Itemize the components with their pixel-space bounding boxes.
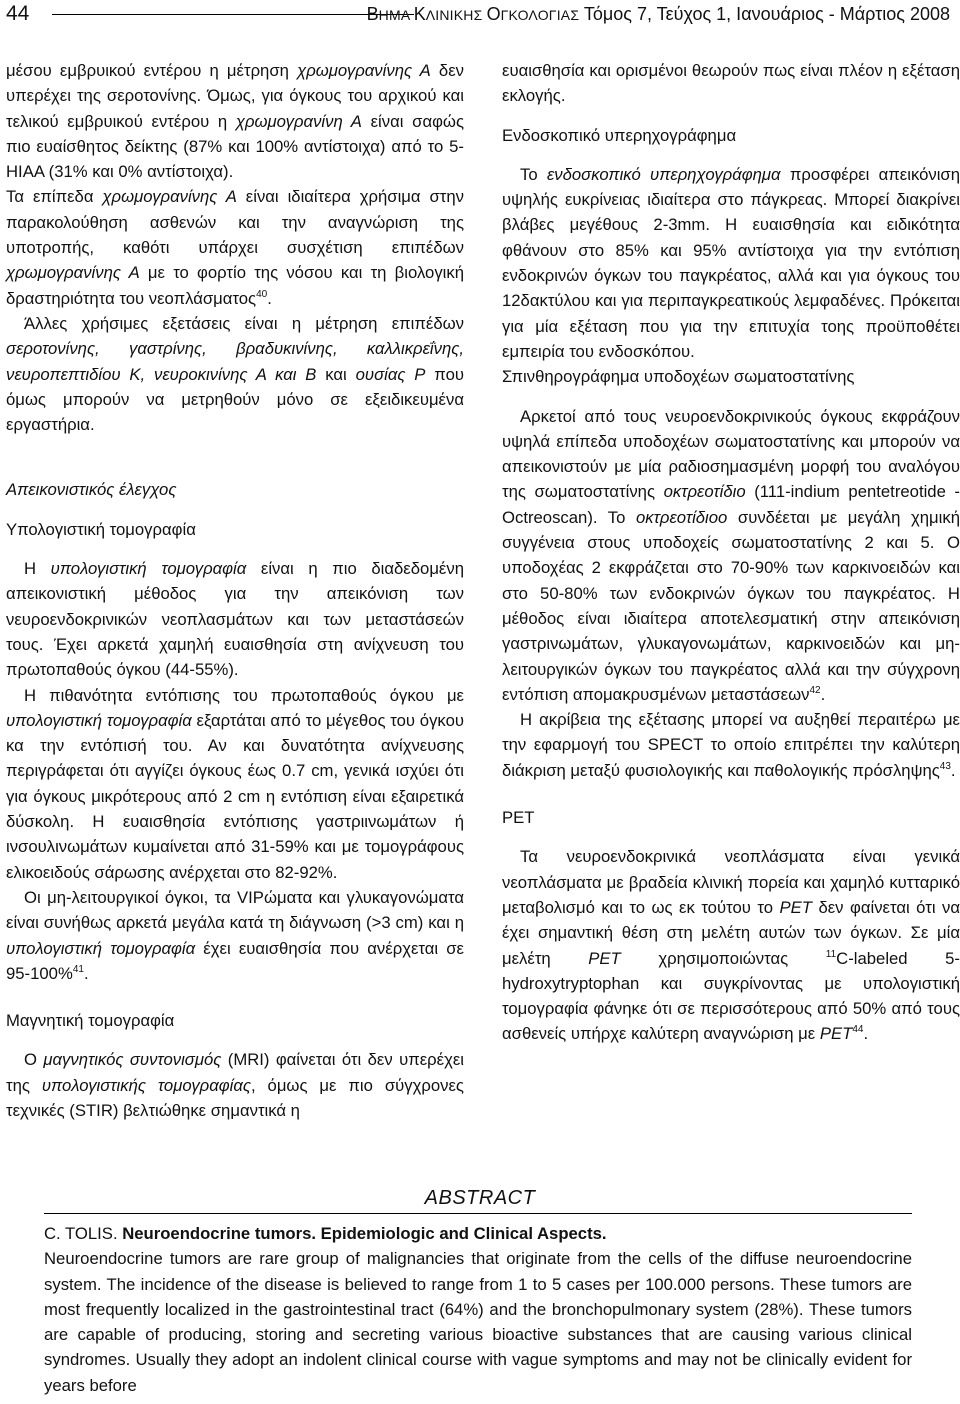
- subsection-heading-pet: PET: [502, 808, 535, 828]
- paragraph: Οι μη-λειτουργικοί όγκοι, τα VIPώματα και γλυκαγονώματα είναι συνήθως αρκετά μεγάλα κατά τη διάγνωση (>3 cm) και η υπολογιστική τομογραφία έχει ευαισθησία που ανέρχεται σε 95-100%$^{41}$.: [6, 887, 465, 983]
- paragraph: ευαισθησία και ορισμένοι θεωρούν πως είναι πλέον η εξέταση εκλογής.: [502, 61, 960, 106]
- subsection-heading-srs: Σπινθηρογράφημα υποδοχέων σωματοστατίνης: [502, 367, 855, 387]
- paragraph: Το ενδοσκοπικό υπερηχογράφημα προσφέρει απεικόνιση υψηλής ευκρίνειας ιδιαίτερα στο πάγκρεας. Μπορεί διακρίνει βλάβες μεγέθους 2-3mm. Η ευαισθησία και ειδικότητα φθάνουν στο 85% και 95% αντίστοιχα για την εντόπιση ενδοκρινών όγκων του παγκρέατος, αλλά και για όγκους του 12δακτύλου και για περιπαγκρεατικούς λεμφαδένες. Πρόκειται για μία εξέταση που για την επιτυχία τοης προϋποθέτει εμπειρία του ενδοσκόπου.: [502, 164, 960, 361]
- paragraph: Άλλες χρήσιμες εξετάσεις είναι η μέτρηση επιπέδων σεροτονίνης, γαστρίνης, βραδυκινίνης, καλλικρεΐνης, νευροπεπτιδίου Κ, νευροκινίνης Α και Β και ουσίας Ρ που όμως μπορούν να μετρηθούν μόνο σε εξειδικευμένα εργαστήρια.: [6, 313, 464, 435]
- subsection-heading-ct: Υπολογιστική τομογραφία: [6, 519, 196, 539]
- subsection-heading-eus: Ενδοσκοπικό υπερηχογράφημα: [502, 125, 737, 145]
- paragraph: Η ακρίβεια της εξέτασης μπορεί να αυξηθεί περαιτέρω με την εφαρμογή του SPECT το οποίο επιτρέπει την καλύτερη διάκριση μεταξύ φυσιολογικής και παθολογικής πρόσληψης$^{43}$.: [502, 710, 960, 780]
- left-column: [6, 58, 464, 1123]
- abstract-rule: [44, 1213, 912, 1214]
- paragraph: μέσου εμβρυικού εντέρου η μέτρηση χρωμογρανίνης Α δεν υπερέχει της σεροτονίνης. Όμως, για όγκους του αρχικού και τελικού εμβρυικού εντέρου η χρωμογρανίνη Α είναι σαφώς πιο ευαίσθητος δείκτης (87% και 100% αντίστοιχα) από το 5-HIAA (31% και 0% αντίστοιχα).: [6, 61, 464, 182]
- page-header: [0, 0, 960, 40]
- paragraph: Τα νευροενδοκρινικά νεοπλάσματα είναι γενικά νεοπλάσματα με βραδεία κλινική πορεία και χαμηλό κυτταρικό μεταβολισμό και το ως εκ τούτου το PET δεν φαίνεται ότι να έχει σημαντική θέση στη μελέτη αυτών των όγκων. Σε μία μελέτη PET χρησιμοποιώντας $^{11}$C-labeled 5-hydroxytryptophan και συγκρίνοντας με υπολογιστική τομογραφία φάνηκε ότι σε περισσότερους από 50% από τους ασθενείς υπήρχε καλύτερη αναγνώριση με PET$^{44}$.: [502, 847, 960, 1044]
- paragraph: Ο μαγνητικός συντονισμός (MRI) φαίνεται ότι δεν υπερέχει της υπολογιστικής τομογραφίας, όμως με πιο σύγχρονες τεχνικές (STIR) βελτιώθηκε σημαντικά η: [6, 1050, 464, 1120]
- paragraph: Η υπολογιστική τομογραφία είναι η πιο διαδεδομένη απεικονιστική μέθοδος για την απεικόνιση των νευροενδοκρινικών νεοπλασμάτων και των μεταστάσεών τους. Έχει αρκετά χαμηλή ευαισθησία στη ανίχνευση του πρωτοπαθούς όγκου (44-55%).: [6, 559, 464, 680]
- right-column: [502, 58, 960, 1047]
- page-number: 44: [6, 2, 30, 25]
- section-heading-imaging: Απεικονιστικός έλεγχος: [6, 480, 177, 500]
- subsection-heading-mri: Μαγνητική τομογραφία: [6, 1011, 175, 1031]
- abstract-text: Neuroendocrine tumors are rare group of malignancies that originate from the cells of the diffuse neuroendocrine system. The incidence of the disease is believed to range from 1 to 5 cases per 100.000 persons. These tumors are most frequently localized in the gastrointestinal tract (64%) and the bronchopulmonary system (28%). These tumors are capable of producing, storing and secreting various bioactive substances that are causing various clinical syndromes. Usually they adopt an indolent clinical course with vague symptoms and may not be clinically evident for years before: [44, 1249, 912, 1395]
- paragraph: Η πιθανότητα εντόπισης του πρωτοπαθούς όγκου με υπολογιστική τομογραφία εξαρτάται από το μέγεθος του όγκου κα την εντόπισή του. Αν και δυνατότητα ανίχνευσης περιγράφεται ότι αγγίζει όγκους έως 0.7 cm, γενικά ισχύει ότι για όγκους μικρότερους από 2 cm η εντόπιση είναι εξαιρετικά δύσκολη. Η ευαισθησία εντόπισης γαστριινωμάτων ή ινσουλινωμάτων κυμαίνεται από 31-59% και με τομογράφους ελικοειδούς σάρωσης ανέρχεται στο 82-92%.: [6, 685, 464, 882]
- abstract-citation: C. TOLIS. Neuroendocrine tumors. Epidemiologic and Clinical Aspects.: [44, 1224, 607, 1243]
- journal-running-title: ΒΗΜΑ ΚΛΙΝΙΚΗΣ ΟΓΚΟΛΟΓΙΑΣ Τόμος 7, Τεύχος 1, Ιανουάριος - Μάρτιος 2008: [366, 4, 950, 24]
- header-rule: [52, 14, 414, 15]
- paragraph: Τα επίπεδα χρωμογρανίνης Α είναι ιδιαίτερα χρήσιμα στην παρακολούθηση ασθενών και την αναγνώριση της υποτροπής, καθότι υπάρχει συσχέτιση επιπέδων χρωμογρανίνης Α με το φορτίο της νόσου και τη βιολογική δραστηριότητα του νεοπλάσματος$^{40}$.: [6, 187, 464, 308]
- paragraph: Αρκετοί από τους νευροενδοκρινικούς όγκους εκφράζουν υψηλά επίπεδα υποδοχέων σωματοστατίνης και μπορούν να απεικονιστούν με μία ραδιοσημασμένη μορφή του αναλόγου της σωματοστατίνης οκτρεοτίδιο (111-indium pentetreotide - Octreoscan). Το οκτρεοτίδιοο συνδέεται με μεγάλη χημική συγγένεια στους υποδοχείς σωματοστατίνης 2 και 5. Ο υποδοχέας 2 εκφράζεται στο 70-90% των καρκινοειδών και στο 50-80% των ενδοκρινών όγκων του παγκρέατος. Η μέθοδος είναι ιδιαίτερα αποτελεσματική στην απεικόνιση γαστρινωμάτων, γλυκαγονωμάτων, καρκινοειδών και μη-λειτουργικών όγκων του παγκρέατος αλλά και την σύγχρονη εντόπιση απομακρυσμένων μεταστάσεων$^{42}$.: [502, 406, 960, 704]
- abstract-title: ABSTRACT: [424, 1187, 536, 1209]
